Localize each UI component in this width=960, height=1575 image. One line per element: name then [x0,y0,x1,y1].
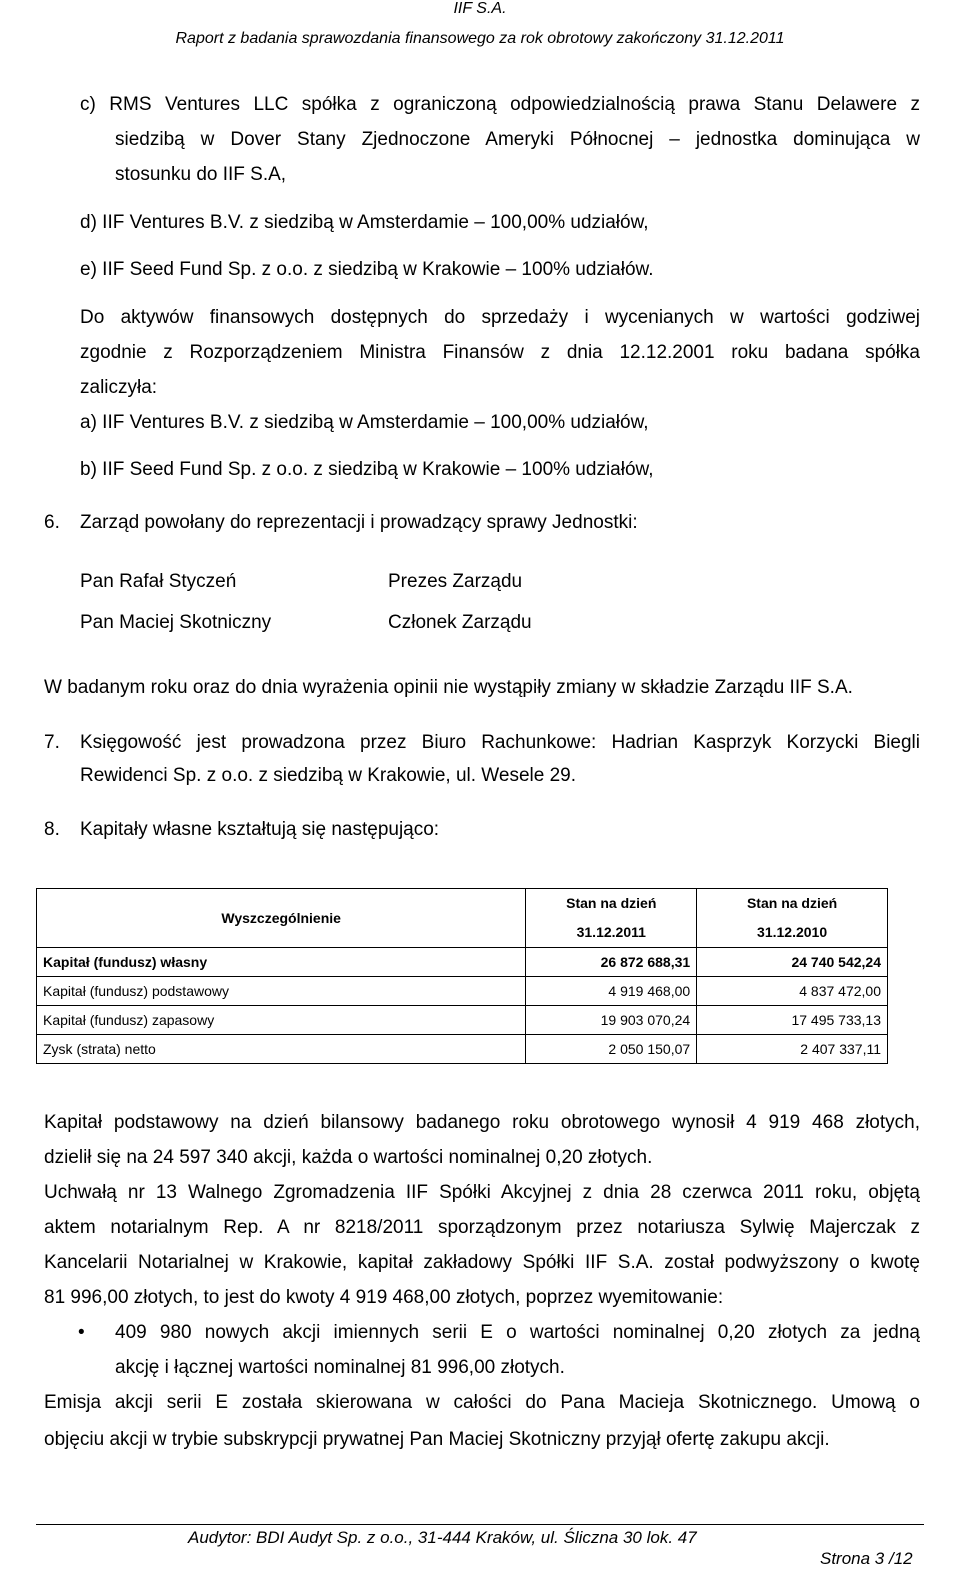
item-c-line3: stosunku do IIF S.A, [115,164,287,185]
row-value-2010: 24 740 542,24 [697,948,888,977]
afs-item-a: a) IIF Ventures B.V. z siedzibą w Amsterdamie – 100,00% udziałów, [80,412,649,433]
paragraph-2-line2: aktem notarialnym Rep. A nr 8218/2011 sporządzonym przez notariusza Sylwię Majerczak z [44,1217,920,1238]
row-value-2010: 2 407 337,11 [697,1035,888,1064]
section7-line2: Rewidenci Sp. z o.o. z siedzibą w Krakowie, ul. Wesele 29. [80,765,576,786]
row-label: Kapitał (fundusz) podstawowy [37,977,526,1006]
item-c-line1: c) RMS Ventures LLC spółka z ograniczoną odpowiedzialnością prawa Stanu Delawere z [80,94,920,115]
table-row [37,1035,888,1064]
table-row [37,977,888,1006]
row-label: Kapitał (fundusz) własny [37,948,526,977]
table-row [37,948,888,977]
section6-note: W badanym roku oraz do dnia wyrażenia opinii nie wystąpiły zmiany w składzie Zarządu IIF S.A. [44,677,853,698]
bullet-line1: 409 980 nowych akcji imiennych serii E o wartości nominalnej 0,20 złotych za jedną [115,1322,920,1343]
row-value-2011: 2 050 150,07 [526,1035,697,1064]
board-member-role: Prezes Zarządu [388,571,523,592]
row-label: Kapitał (fundusz) zapasowy [37,1006,526,1035]
footer-page-number: Strona 3 /12 [820,1549,913,1568]
column-header-2011-date: 31.12.2011 [526,918,697,948]
equity-table [36,888,888,1064]
bullet-marker: • [78,1322,85,1343]
board-member-name: Pan Maciej Skotniczny [80,612,272,633]
board-member-name: Pan Rafał Styczeń [80,571,237,592]
section8-title: Kapitały własne kształtują się następująco: [80,819,440,840]
section6-number: 6. [44,512,60,533]
table-row [37,1006,888,1035]
row-value-2011: 19 903 070,24 [526,1006,697,1035]
section7-line1: Księgowość jest prowadzona przez Biuro Rachunkowe: Hadrian Kasprzyk Korzycki Biegli [80,732,920,753]
afs-line1: Do aktywów finansowych dostępnych do sprzedaży i wycenianych w wartości godziwej [80,307,920,328]
afs-line3: zaliczyła: [80,377,158,398]
column-header-2010-date: 31.12.2010 [697,918,888,948]
table-header-row [37,889,888,919]
footer-auditor: Audytor: BDI Audyt Sp. z o.o., 31-444 Kraków, ul. Śliczna 30 lok. 47 [188,1528,697,1547]
column-header-2011: Stan na dzień [526,889,697,919]
paragraph-3-line1: Emisja akcji serii E została skierowana w całości do Pana Macieja Skotnicznego. Umową o [44,1392,920,1413]
paragraph-2-line4: 81 996,00 złotych, to jest do kwoty 4 919 468,00 złotych, poprzez wyemitowanie: [44,1287,724,1308]
section6-title: Zarząd powołany do reprezentacji i prowadzący sprawy Jednostki: [80,512,638,533]
header-company: IIF S.A. [453,0,507,17]
paragraph-2-line1: Uchwałą nr 13 Walnego Zgromadzenia IIF Spółki Akcyjnej z dnia 28 czerwca 2011 roku, objętą [44,1182,920,1203]
column-header-2010: Stan na dzień [697,889,888,919]
item-d: d) IIF Ventures B.V. z siedzibą w Amsterdamie – 100,00% udziałów, [80,212,649,233]
bullet-line2: akcję i łącznej wartości nominalnej 81 996,00 złotych. [115,1357,565,1378]
footer-divider [36,1524,924,1525]
afs-line2: zgodnie z Rozporządzeniem Ministra Finansów z dnia 12.12.2001 roku badana spółka [80,342,920,363]
board-member-role: Członek Zarządu [388,612,532,633]
paragraph-1-line1: Kapitał podstawowy na dzień bilansowy badanego roku obrotowego wynosił 4 919 468 złotych, [44,1112,920,1133]
row-value-2011: 4 919 468,00 [526,977,697,1006]
row-label: Zysk (strata) netto [37,1035,526,1064]
row-value-2010: 17 495 733,13 [697,1006,888,1035]
afs-item-b: b) IIF Seed Fund Sp. z o.o. z siedzibą w Krakowie – 100% udziałów, [80,459,654,480]
column-header-label: Wyszczególnienie [37,889,526,948]
row-value-2010: 4 837 472,00 [697,977,888,1006]
paragraph-2-line3: Kancelarii Notarialnej w Krakowie, kapitał zakładowy Spółki IIF S.A. został podwyższony o kwotę [44,1252,920,1273]
item-e: e) IIF Seed Fund Sp. z o.o. z siedzibą w Krakowie – 100% udziałów. [80,259,654,280]
section8-number: 8. [44,819,60,840]
paragraph-1-line2: dzielił się na 24 597 340 akcji, każda o wartości nominalnej 0,20 złotych. [44,1147,653,1168]
item-c-line2: siedzibą w Dover Stany Zjednoczone Ameryki Północnej – jednostka dominująca w [115,129,920,150]
header-subtitle: Raport z badania sprawozdania finansowego za rok obrotowy zakończony 31.12.2011 [175,30,785,47]
section7-number: 7. [44,732,60,753]
paragraph-3-line2: objęciu akcji w trybie subskrypcji prywatnej Pan Maciej Skotniczny przyjął ofertę zakupu akcji. [44,1429,830,1450]
row-value-2011: 26 872 688,31 [526,948,697,977]
